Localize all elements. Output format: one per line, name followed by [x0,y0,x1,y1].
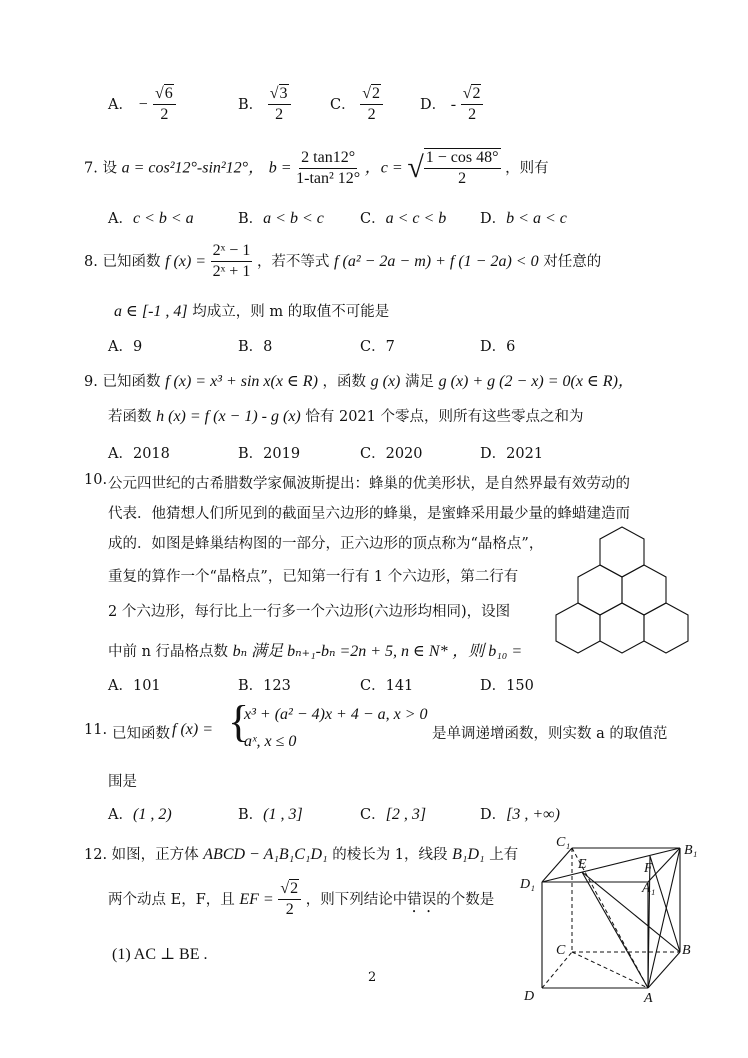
label-f: F [644,861,653,876]
label-b: B [682,943,691,958]
q8-f-fraction: $\frac{\text{2ˣ − 1}}{\text{2ˣ + 1}}$ [212,242,251,281]
hexagon [600,603,644,653]
q10-line-1: 公元四世纪的古希腊数学家佩波斯提出：蜂巢的优美形状，是自然界最有效劳动的 [108,476,630,492]
q6-option-c: C． $\frac{√2}{2}$ [330,85,383,125]
q11-case-1: x³ + (a² − 4)x + 4 − a, x > 0 [244,706,428,723]
q11-suffix: 是单调递增函数，则实数 a 的取值范 [432,726,668,742]
q12-emphasis-wrong: 错误 [407,891,437,908]
q7-c-sqrt: √ [407,151,424,185]
q6-option-a: A． − $\frac{√6}{2}$ [108,85,176,125]
q12-ef-fraction: $\frac{√2}{2}$ [278,880,301,920]
q11-option-d: D．[3 , +∞) [480,806,560,823]
q7-c-fraction: $\frac{1 - \cos 48^\circ}{2}$ [425,149,499,188]
q12-stem-line2: 两个动点 E，F，且 EF = $\frac{√2}{2}$ ，则下列结论中错误的个数是 [108,880,495,919]
q8-stem-line2: a ∈ [-1 , 4] 均成立，则 m 的取值不可能是 [114,303,390,320]
q7-option-c: C．a < c < b [360,210,447,227]
hexagon [578,565,622,615]
q7-option-a: A．c < b < a [108,210,194,227]
q11-brace: { [228,697,250,746]
hexagon [644,603,688,653]
q9-option-d: D．2021 [480,446,544,462]
q10-option-b: B．123 [238,678,291,694]
label-c1: C₁ [556,835,571,850]
q11-option-b: B．(1 , 3] [238,806,303,823]
q6-b-fraction: $\frac{√3}{2}$ [268,85,291,125]
q9-option-b: B．2019 [238,446,301,462]
q11-prefix: 已知函数 [112,726,170,742]
q8-option-d: D．6 [480,339,516,355]
label-d1: D₁ [520,877,535,892]
q8-option-a: A．9 [108,339,143,355]
label-e: E [578,857,587,872]
q12-stem-line1: 12. 如图，正方体 ABCD − A₁B₁C₁D₁ 的棱长为 1，线段 B₁D₁ 上有 [84,846,519,863]
q9-option-c: C．2020 [360,446,423,462]
q11-case-2: aˣ, x ≤ 0 [244,733,297,750]
q10-line-6: 中前 n 行晶格点数 bₙ 满足 bₙ₊₁-bₙ =2n + 5, n ∈ N* ，则 b₁₀ = [108,643,523,660]
q11-option-c: C．[2 , 3] [360,806,427,823]
q9-stem-line1: 9. 已知函数 f (x) = x³ + sin x(x ∈ R) ，函数 g (x) 满足 g (x) + g (2 − x) = 0(x ∈ R)， [84,373,634,390]
q10-option-d: D．150 [480,678,534,694]
q8-option-c: C．7 [360,339,395,355]
q7-b-fraction: $\frac{2 \tan 12^\circ}{\text{1-tan² 12°}}$ [296,148,361,187]
label-b1: B₁ [684,843,698,858]
q8-stem-line1: 8. 已知函数 f (x) = $\frac{\text{2ˣ − 1}}{\text{2ˣ + 1}}$ ，若不等式 f (a² − 2a − m) + f (1 − 2a) < 0 对任意的 [84,242,602,281]
hexagon [556,603,600,653]
q10-line-5: 2 个六边形，每行比上一行多一个六边形(六边形均相同)，设图 [108,604,511,620]
q11-number: 11. [84,722,108,738]
hexagon [622,565,666,615]
q7-option-d: D．b < a < c [480,210,567,227]
q6-d-fraction: $\frac{√2}{2}$ [461,85,484,125]
q12-statement-1: (1) AC ⊥ BE . [112,946,208,963]
q6-a-fraction: $\frac{√6}{2}$ [153,85,176,125]
q11-option-a: A．(1 , 2) [108,806,172,823]
label-a1: A₁ [642,881,656,896]
q10-option-c: C．141 [360,678,414,694]
hexagon [600,527,644,577]
honeycomb-figure [552,523,694,663]
q7-option-b: B．a < b < c [238,210,324,227]
q6-option-d: D． - $\frac{√2}{2}$ [420,85,483,125]
q6-option-b: B． $\frac{√3}{2}$ [238,85,291,125]
label-c: C [556,943,566,958]
q10-line-3: 成的．如图是蜂巢结构图的一部分，正六边形的顶点称为“晶格点”， [108,536,544,552]
q11-f-lhs: f (x) = [172,721,213,738]
q11-line2: 围是 [108,774,137,790]
q10-number: 10. [84,472,108,488]
q7-stem: 7. 设 a = cos²12°-sin²12°， b = $\frac{2 \tan 12^\circ}{\text{1-tan² 12°}}$ ，c = √ $\frac{1 - \cos 48^\circ}{2}$ ，则有 [84,148,549,188]
label-d: D [524,989,535,1004]
q8-option-b: B．8 [238,339,273,355]
cube-figure [518,832,708,1004]
page-number: 2 [368,970,377,985]
q10-option-a: A．101 [108,678,161,694]
q10-line-2: 代表．他猜想人们所见到的截面呈六边形的蜂巢，是蜜蜂采用最少量的蜂蜡建造而 [108,506,630,522]
label-a: A [644,991,653,1004]
q9-option-a: A．2018 [108,446,170,462]
q10-line-4: 重复的算作一个“晶格点”，已知第一行有 1 个六边形，第二行有 [108,569,519,585]
q6-c-fraction: $\frac{√2}{2}$ [360,85,383,125]
q9-stem-line2: 若函数 h (x) = f (x − 1) - g (x) 恰有 2021 个零点，则所有这些零点之和为 [108,408,584,425]
